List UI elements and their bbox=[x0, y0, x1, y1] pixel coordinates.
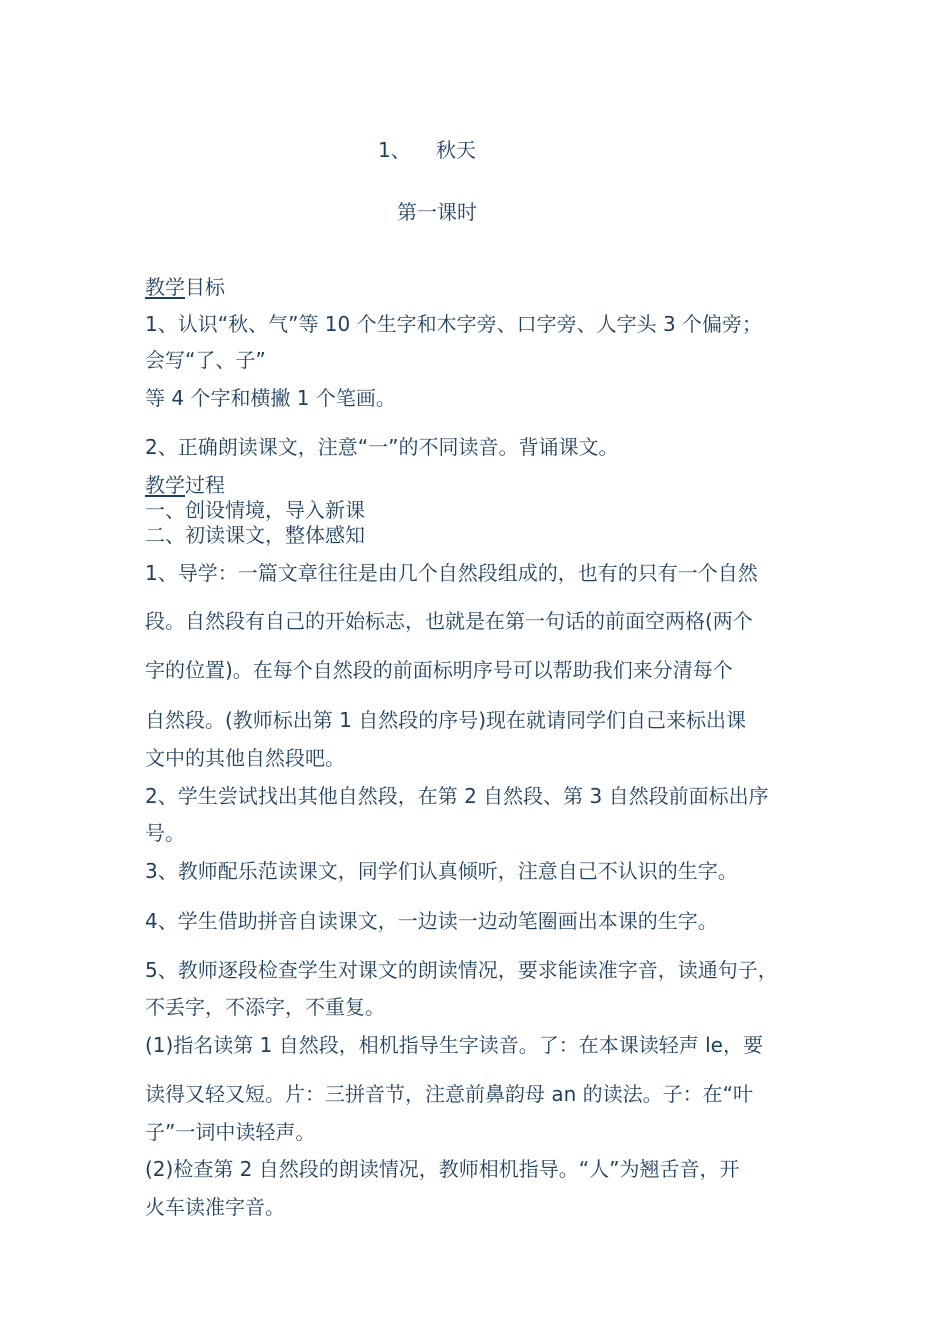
objective-line: 1、认识“秋、气”等 10 个生字和木字旁、口字旁、人字头 3 个偏旁； bbox=[145, 312, 763, 336]
objectives-heading bbox=[145, 274, 225, 300]
lesson-subtitle: 第一课时 bbox=[397, 200, 477, 224]
process-step: 一、创设情境，导入新课 bbox=[145, 498, 365, 522]
lesson-number: 1、 bbox=[378, 138, 411, 162]
body-line: (2)检查第 2 自然段的朗读情况，教师相机指导。“人”为翘舌音，开 bbox=[145, 1157, 740, 1181]
process-heading bbox=[145, 472, 225, 498]
body-line: (1)指名读第 1 自然段，相机指导生字读音。了：在本课读轻声 le，要 bbox=[145, 1033, 763, 1057]
objective-line: 等 4 个字和横撇 1 个笔画。 bbox=[145, 386, 396, 410]
objectives-heading-rest: 目标 bbox=[185, 275, 225, 299]
body-line: 读得又轻又短。片：三拼音节，注意前鼻韵母 an 的读法。子：在“叶 bbox=[145, 1082, 754, 1106]
objective-line: 会写“了、子” bbox=[145, 348, 266, 372]
lesson-title: 秋天 bbox=[436, 138, 476, 162]
process-step: 二、初读课文，整体感知 bbox=[145, 523, 365, 547]
body-line: 2、学生尝试找出其他自然段，在第 2 自然段、第 3 自然段前面标出序 bbox=[145, 784, 769, 808]
body-line: 4、学生借助拼音自读课文，一边读一边动笔圈画出本课的生字。 bbox=[145, 909, 718, 933]
process-heading-rest: 过程 bbox=[185, 473, 225, 497]
body-line: 不丢字，不添字，不重复。 bbox=[145, 995, 385, 1019]
objective-line: 2、正确朗读课文，注意“一”的不同读音。背诵课文。 bbox=[145, 435, 619, 459]
body-line: 号。 bbox=[145, 821, 185, 845]
objectives-heading-underlined: 教学 bbox=[145, 275, 185, 299]
body-line: 5、教师逐段检查学生对课文的朗读情况，要求能读准字音，读通句子， bbox=[145, 958, 778, 982]
body-line: 字的位置)。在每个自然段的前面标明序号可以帮助我们来分清每个 bbox=[145, 658, 733, 682]
body-line: 文中的其他自然段吧。 bbox=[145, 746, 345, 770]
body-line: 自然段。(教师标出第 1 自然段的序号)现在就请同学们自己来标出课 bbox=[145, 708, 747, 732]
body-line: 3、教师配乐范读课文，同学们认真倾听，注意自己不认识的生字。 bbox=[145, 859, 738, 883]
body-line: 1、导学：一篇文章往往是由几个自然段组成的，也有的只有一个自然 bbox=[145, 561, 758, 585]
body-line: 段。自然段有自己的开始标志，也就是在第一句话的前面空两格(两个 bbox=[145, 609, 753, 633]
body-line: 火车读准字音。 bbox=[145, 1195, 285, 1219]
process-heading-underlined: 教学 bbox=[145, 473, 185, 497]
body-line: 子”一词中读轻声。 bbox=[145, 1120, 316, 1144]
